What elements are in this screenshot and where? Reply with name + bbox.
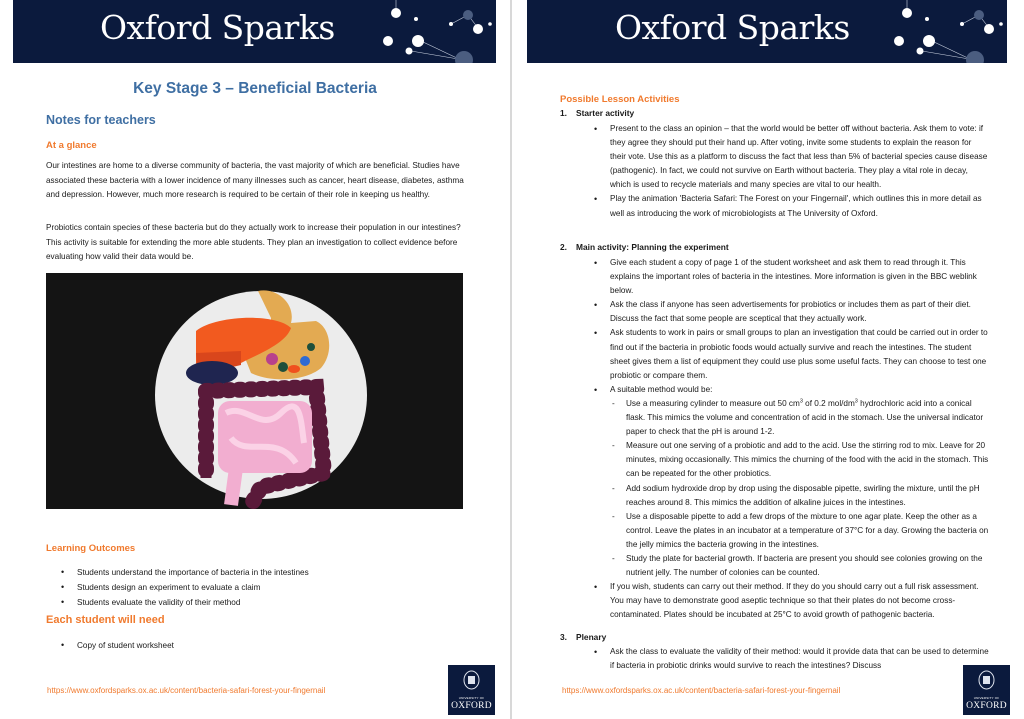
each-student-list bbox=[61, 638, 174, 653]
section-starter-heading bbox=[560, 108, 634, 118]
oxford-sparks-banner bbox=[527, 0, 1007, 63]
starter-activity-list bbox=[594, 122, 989, 221]
superscript: 3 bbox=[854, 398, 858, 405]
section-number: 2. bbox=[560, 242, 567, 252]
plenary-bullet: • Ask the class to evaluate the validity of their method: would it provide data that can be used to determine if bacteria in probiotic drinks would survive to reach the intestines? Discuss bbox=[594, 645, 989, 673]
university-of-oxford-logo bbox=[963, 665, 1010, 715]
notes-for-teachers-heading: Notes for teachers bbox=[46, 113, 156, 127]
sparks-constellation-icon bbox=[356, 0, 496, 63]
method-step: - Use a disposable pipette to add a few drops of the mixture to one agar plate. Keep the other as a control. Leave the plates in an incubator at a temperature of 37°C for a day. Growing the bacteria on the jelly mimics the bacteria growing in the intestines. bbox=[610, 510, 989, 552]
banner-title: Oxford Sparks bbox=[100, 8, 335, 47]
lesson-activities-heading: Possible Lesson Activities bbox=[560, 94, 680, 105]
method-steps-list bbox=[610, 397, 989, 580]
logo-oxford: OXFORD bbox=[451, 701, 492, 711]
method-intro: A suitable method would be: bbox=[610, 384, 713, 394]
method-step-text: hydrochloric acid into a conical flask. This mimics the volume and concentration of acid in the stomach. Use the universal indicator paper to check that the pH is around 1-2. bbox=[626, 398, 984, 437]
method-step-text: of 0.2 mol/dm bbox=[802, 398, 855, 408]
starter-bullet: • Play the animation 'Bacteria Safari: The Forest on your Fingernail', which outlines this in more detail as well as introducing the work of microbiologists at The University of Oxford. bbox=[594, 192, 989, 220]
document-title: Key Stage 3 – Beneficial Bacteria bbox=[133, 80, 377, 97]
main-activity-bullet: • Ask the class if anyone has seen advertisements for probiotics or includes them as part of their diet. Discuss the fact that some people are sceptical that they actually work. bbox=[594, 298, 989, 326]
learning-outcome-item: • Students understand the importance of bacteria in the intestines bbox=[61, 565, 309, 580]
learning-outcomes-heading: Learning Outcomes bbox=[46, 543, 136, 554]
learning-outcome-item: • Students design an experiment to evaluate a claim bbox=[61, 580, 309, 595]
learning-outcomes-list bbox=[61, 565, 309, 610]
at-a-glance-paragraph-2: Probiotics contain species of these bacteria but do they actually work to increase their population in our intestines? This activity is suitable for extending the more able students. They plan an investigation to collect evidence before evaluating how valid their data would be. bbox=[46, 223, 461, 261]
starter-bullet: • Present to the class an opinion – that the world would be better off without bacteria. Ask them to vote: if they agree they should put their hand up. After voting, invite some students to explain the reason for their vote. Use this as a platform to discuss the fact that less than 5% of bacterial species cause disease (pathogenic). In fact, we could not survive on Earth without bacteria. They play a vital role in decay, which is used to recycle materials and many species are vital to our health. bbox=[594, 122, 989, 192]
method-step: - Study the plate for bacterial growth. If bacteria are present you should see colonies growing on the nutrient jelly. The number of colonies can be counted. bbox=[610, 552, 989, 580]
oxford-sparks-banner bbox=[13, 0, 496, 63]
section-title: Plenary bbox=[576, 632, 607, 642]
digestive-system-illustration bbox=[46, 273, 463, 509]
main-activity-bullet: • If you wish, students can carry out their method. If they do you should carry out a full risk assessment. You may have to demonstrate good aseptic technique so that their plates do not become cross-contaminated. Plates should be incubated at 25°C to avoid growth of pathogenic bacteria. bbox=[594, 580, 989, 622]
at-a-glance-heading: At a glance bbox=[46, 140, 97, 151]
plenary-list bbox=[594, 645, 989, 673]
method-step: - Measure out one serving of a probiotic and add to the acid. Use the stirring rod to mix. Leave for 20 minutes, mixing occasionally. This mimics the churning of the food with the acid in the stomach. This can be repeated for the other probiotics. bbox=[610, 439, 989, 481]
oxford-crest-icon bbox=[463, 670, 480, 690]
university-of-oxford-logo bbox=[448, 665, 495, 715]
section-number: 3. bbox=[560, 632, 567, 642]
footer-link[interactable]: https://www.oxfordsparks.ox.ac.uk/content/bacteria-safari-forest-your-fingernail bbox=[47, 686, 326, 695]
logo-university-of: UNIVERSITY OF bbox=[973, 696, 1000, 700]
footer-link[interactable]: https://www.oxfordsparks.ox.ac.uk/content/bacteria-safari-forest-your-fingernail bbox=[562, 686, 841, 695]
method-step-text: Use a measuring cylinder to measure out 50 cm bbox=[626, 398, 800, 408]
section-number: 1. bbox=[560, 108, 567, 118]
section-title: Starter activity bbox=[576, 108, 635, 118]
superscript: 3 bbox=[799, 398, 803, 405]
each-student-item: • Copy of student worksheet bbox=[61, 638, 174, 653]
logo-oxford: OXFORD bbox=[966, 701, 1007, 711]
main-activity-bullet: • Give each student a copy of page 1 of the student worksheet and ask them to read through it. This explains the important roles of bacteria in the intestines. More information is given in the BBC weblink below. bbox=[594, 256, 989, 298]
section-main-activity-heading bbox=[560, 242, 729, 252]
logo-university-of: UNIVERSITY OF bbox=[458, 696, 485, 700]
sparks-constellation-icon bbox=[867, 0, 1007, 63]
main-activity-list bbox=[594, 256, 989, 622]
main-activity-bullet bbox=[594, 383, 989, 580]
learning-outcome-item: • Students evaluate the validity of their method bbox=[61, 595, 309, 610]
digestive-system-icon bbox=[46, 273, 463, 509]
each-student-heading: Each student will need bbox=[46, 614, 165, 626]
main-activity-bullet: • Ask students to work in pairs or small groups to plan an investigation that could be carried out in order to find out if the bacteria in probiotic foods would actually survive and reach the intestines. The student sheet gives them a list of equipment they could use plus some useful facts. They can choose to test one probiotic or compare them. bbox=[594, 326, 989, 382]
section-title: Main activity: Planning the experiment bbox=[576, 242, 729, 252]
at-a-glance-paragraph-1: Our intestines are home to a diverse community of bacteria, the vast majority of which are beneficial. Studies have associated these bacteria with a lower incidence of many illnesses such as cancer, heart disease, diabetes, asthma and depression. However, much more research is required to be certain of their role in keeping us healthy. bbox=[46, 161, 464, 199]
method-step: - Add sodium hydroxide drop by drop using the disposable pipette, swirling the mixture, until the pH reaches around 8. This mimics the addition of alkaline juices in the intestines. bbox=[610, 482, 989, 510]
document-page-2 bbox=[512, 0, 1024, 719]
banner-title: Oxford Sparks bbox=[615, 8, 850, 47]
method-step bbox=[610, 397, 989, 439]
document-page-1 bbox=[0, 0, 510, 719]
section-plenary-heading bbox=[560, 632, 606, 642]
oxford-crest-icon bbox=[978, 670, 995, 690]
